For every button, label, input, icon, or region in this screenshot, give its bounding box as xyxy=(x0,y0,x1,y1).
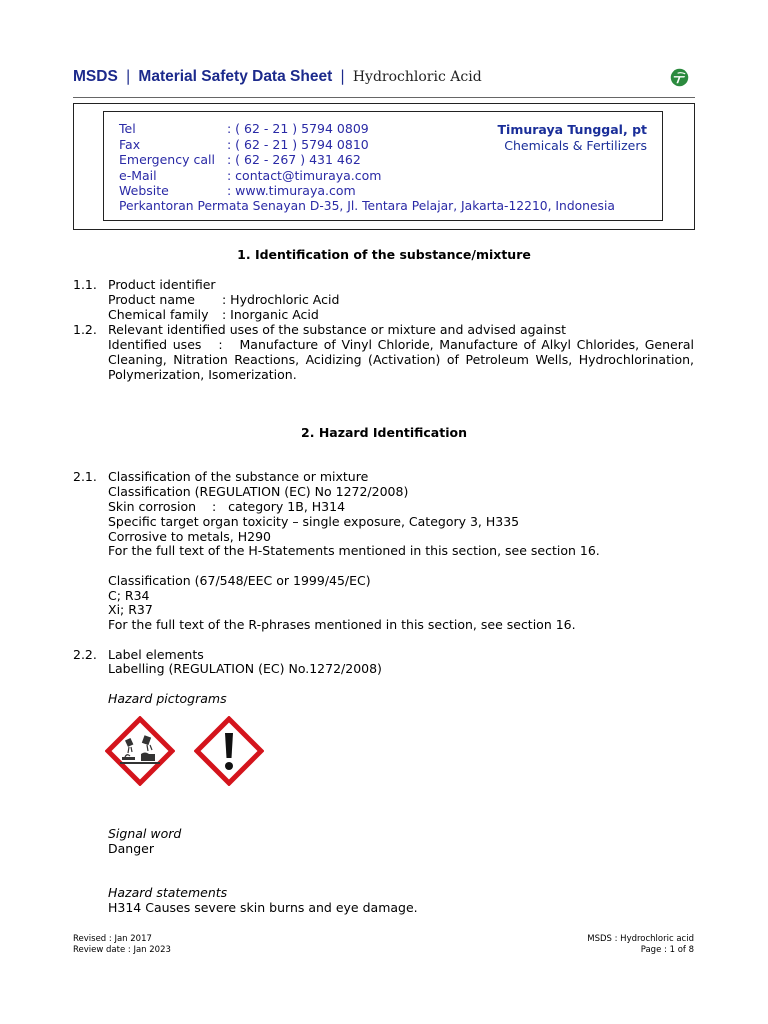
chemical-family-label: Chemical family xyxy=(108,307,209,322)
header-msds: MSDS xyxy=(73,68,118,85)
company-block xyxy=(498,122,647,153)
contact-value-emergency: : ( 62 - 267 ) 431 462 xyxy=(227,152,361,167)
product-name-value: : Hydrochloric Acid xyxy=(222,292,340,307)
corrosion-pictogram-icon xyxy=(105,716,175,786)
company-subtitle: Chemicals & Fertilizers xyxy=(504,137,647,153)
item-number-1-1: 1.1. xyxy=(73,277,97,292)
classification-line: For the full text of the H-Statements mentioned in this section, see section 16. xyxy=(108,543,600,558)
contact-value-website[interactable]: : www.timuraya.com xyxy=(227,183,356,198)
classification-line: Classification (REGULATION (EC) No 1272/2008) xyxy=(108,484,409,499)
classification-line: C; R34 xyxy=(108,588,150,603)
classification-line: Xi; R37 xyxy=(108,602,153,617)
item-number-2-2: 2.2. xyxy=(73,647,97,662)
section-1-title: 1. Identification of the substance/mixture xyxy=(237,247,531,262)
classification-line: Corrosive to metals, H290 xyxy=(108,529,271,544)
contact-values xyxy=(227,121,381,199)
product-name-label: Product name xyxy=(108,292,195,307)
header-rule xyxy=(73,97,695,98)
contact-label-tel: Tel xyxy=(119,121,136,136)
contact-label-email: e-Mail xyxy=(119,167,157,183)
signal-word-heading: Signal word xyxy=(108,826,182,841)
classification-heading: Classification of the substance or mixture xyxy=(108,469,369,484)
contact-value-fax: : ( 62 - 21 ) 5794 0810 xyxy=(227,136,369,152)
contact-value-email[interactable]: : contact@timuraya.com xyxy=(227,167,382,183)
footer-review-date: Review date : Jan 2023 xyxy=(73,945,171,955)
classification-line: Skin corrosion : category 1B, H314 xyxy=(108,499,346,514)
classification-line: For the full text of the R-phrases mentioned in this section, see section 16. xyxy=(108,617,576,632)
item-number-1-2: 1.2. xyxy=(73,322,97,337)
company-logo-icon xyxy=(670,68,689,87)
pictograms-heading: Hazard pictograms xyxy=(108,691,227,706)
header-product: Hydrochloric Acid xyxy=(352,69,482,85)
product-identifier-heading: Product identifier xyxy=(108,277,216,292)
header-title: Material Safety Data Sheet xyxy=(138,68,333,85)
document-header xyxy=(73,67,482,86)
labelling-line: Labelling (REGULATION (EC) No.1272/2008) xyxy=(108,661,382,676)
hazard-statement-h314: H314 Causes severe skin burns and eye damage. xyxy=(108,900,418,915)
identified-uses-heading: Relevant identified uses of the substance or mixture and advised against xyxy=(108,322,567,337)
identified-uses-text: Identified uses : Manufacture of Vinyl Chloride, Manufacture of Alkyl Chlorides, General Cleaning, Nitration Reactions, Acidizing (Activation) of Petroleum Wells, Hydrochlorination, Polymerization, Isomerization. xyxy=(108,337,698,382)
contact-label-fax: Fax xyxy=(119,136,141,152)
footer-doc-name: MSDS : Hydrochloric acid xyxy=(587,934,694,944)
contact-label-website: Website xyxy=(119,183,169,198)
company-address: Perkantoran Permata Senayan D-35, Jl. Tentara Pelajar, Jakarta-12210, Indonesia xyxy=(119,199,615,213)
contact-value-tel: : ( 62 - 21 ) 5794 0809 xyxy=(227,121,369,136)
footer-right xyxy=(587,934,694,956)
footer-left xyxy=(73,934,171,956)
contact-label-emergency: Emergency call xyxy=(119,152,215,167)
footer-revised: Revised : Jan 2017 xyxy=(73,934,152,944)
classification-line: Specific target organ toxicity – single exposure, Category 3, H335 xyxy=(108,514,520,529)
classification-line: Classification (67/548/EEC or 1999/45/EC) xyxy=(108,573,371,588)
hazard-statements-heading: Hazard statements xyxy=(108,885,228,900)
company-name: Timuraya Tunggal, pt xyxy=(497,122,647,137)
header-separator: | xyxy=(337,67,349,85)
exclamation-pictogram-icon xyxy=(194,716,264,786)
contact-labels xyxy=(119,121,215,199)
signal-word-value: Danger xyxy=(108,841,154,856)
section-2-title: 2. Hazard Identification xyxy=(301,425,467,440)
label-elements-heading: Label elements xyxy=(108,647,204,662)
chemical-family-value: : Inorganic Acid xyxy=(222,307,319,322)
header-separator: | xyxy=(122,67,134,85)
footer-page-number: Page : 1 of 8 xyxy=(640,945,694,955)
item-number-2-1: 2.1. xyxy=(73,469,97,484)
